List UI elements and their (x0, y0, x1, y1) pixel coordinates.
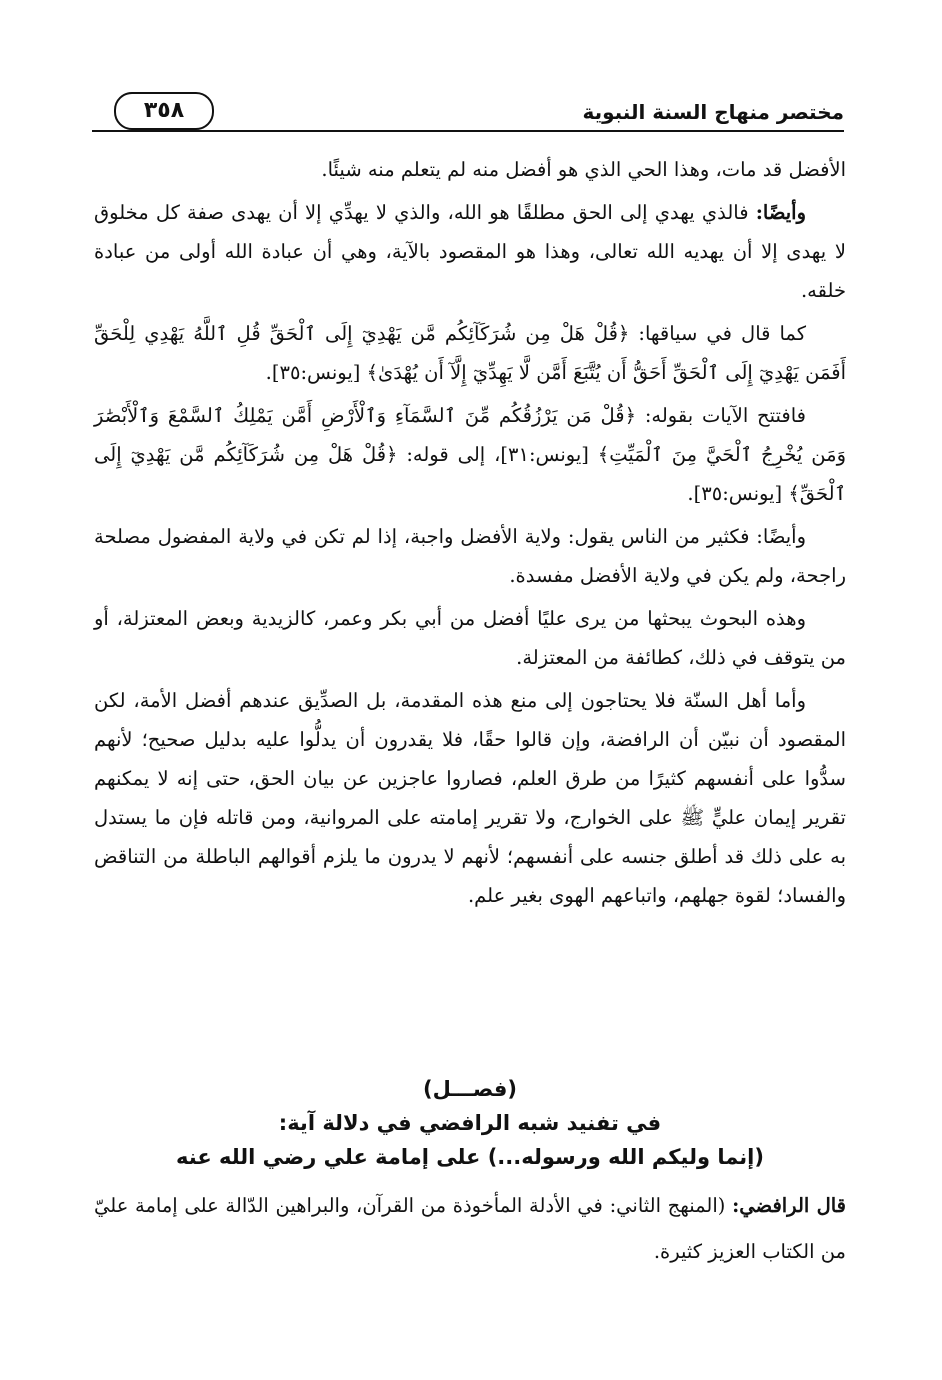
section-verse-line: (إنما وليكم الله ورسوله...) على إمامة علي رضي الله عنه (176, 1145, 764, 1169)
main-text (94, 150, 846, 915)
paragraph-text: وأما أهل السنّة فلا يحتاجون إلى منع هذه المقدمة، بل الصدِّيق عندهم أفضل الأمة، لكن المقصود أن نبيّن أن الرافضة، وإن قالوا حقًا، فلا يقدرون أن يدلُّوا عليه بدليل صحيح؛ لأنهم سدُّوا على أنفسهم كثيرًا من طرق العلم، فصاروا عاجزين عن بيان الحق، حتى إنه لا يمكنهم تقرير إيمان عليٍّ ﷺ على الخوارج، ولا تقرير إمامته على المروانية، ومن قاتله فإن ما يستدل به على ذلك قد أطلق جنسه على أنفسهم؛ لأنهم لا يدرون ما يلزم أقوالهم الباطلة من التناقض والفساد؛ لقوة جهلهم، واتباعهم الهوى بغير علم. (94, 689, 846, 907)
paragraph (94, 396, 846, 513)
paragraph-text: كما قال في سياقها: ﴿قُلْ هَلْ مِن شُرَكَآئِكُم مَّن يَهْدِيٓ إِلَى ٱلْحَقِّ قُلِ ٱللَّهُ يَهْدِي لِلْحَقِّ أَفَمَن يَهْدِيٓ إِلَى ٱلْحَقِّ أَحَقُّ أَن يُتَّبَعَ أَمَّن لَّا يَهِدِّيٓ إِلَّآ أَن يُهْدَىٰ﴾ [يونس:٣٥]. (94, 322, 846, 384)
paragraph (94, 517, 846, 595)
header-divider (92, 130, 844, 132)
section-heading (94, 1072, 846, 1174)
paragraph-text: (المنهج الثاني: في الأدلة المأخوذة من القرآن، والبراهين الدّالة على إمامة عليّ من الكتاب العزيز كثيرة. (94, 1194, 846, 1263)
section-subtitle: في تفنيد شبه الرافضي في دلالة آية: (278, 1111, 662, 1135)
paragraph (94, 150, 846, 189)
book-title: مختصر منهاج السنة النبوية (582, 100, 844, 124)
paragraph-text: وهذه البحوث يبحثها من يرى عليًا أفضل من أبي بكر وعمر، كالزيدية وبعض المعتزلة، أو من يتوقف في ذلك، كطائفة من المعتزلة. (94, 607, 846, 669)
paragraph-text: فافتتح الآيات بقوله: ﴿قُلْ مَن يَرْزُقُكُم مِّنَ ٱلسَّمَآءِ وَٱلْأَرْضِ أَمَّن يَمْلِكُ ٱلسَّمْعَ وَٱلْأَبْصَٰرَ وَمَن يُخْرِجُ ٱلْحَيَّ مِنَ ٱلْمَيِّتِ﴾ [يونس:٣١]، إلى قوله: ﴿قُلْ هَلْ مِن شُرَكَآئِكُم مَّن يَهْدِيٓ إِلَى ٱلْحَقِّ﴾ [يونس:٣٥]. (94, 404, 846, 505)
paragraph-text: الأفضل قد مات، وهذا الحي الذي هو أفضل منه لم يتعلم منه شيئًا. (321, 158, 846, 181)
paragraph-lead: وأيضًا: (755, 201, 806, 224)
paragraph-text: فالذي يهدي إلى الحق مطلقًا هو الله، والذي لا يهدِّي إلا أن يهدى صفة كل مخلوق لا يهدى إلا أن يهديه الله تعالى، وهذا هو المقصود بالآية، وهي أن عبادة الله أولى من عبادة خلقه. (94, 201, 846, 302)
paragraph-text: وأيضًا: فكثير من الناس يقول: ولاية الأفضل واجبة، إذا لم تكن في ولاية المفضول مصلحة راجحة، ولم يكن في ولاية الأفضل مفسدة. (94, 525, 846, 587)
paragraph (94, 1183, 846, 1275)
section-label: (فصـــل) (423, 1077, 517, 1101)
paragraph (94, 193, 846, 310)
paragraph-lead: قال الرافضي: (732, 1194, 847, 1217)
page-number: ٣٥٨ (114, 92, 214, 130)
paragraph (94, 314, 846, 392)
section-body (94, 1183, 846, 1275)
page-header (92, 92, 844, 134)
paragraph (94, 681, 846, 915)
paragraph (94, 599, 846, 677)
